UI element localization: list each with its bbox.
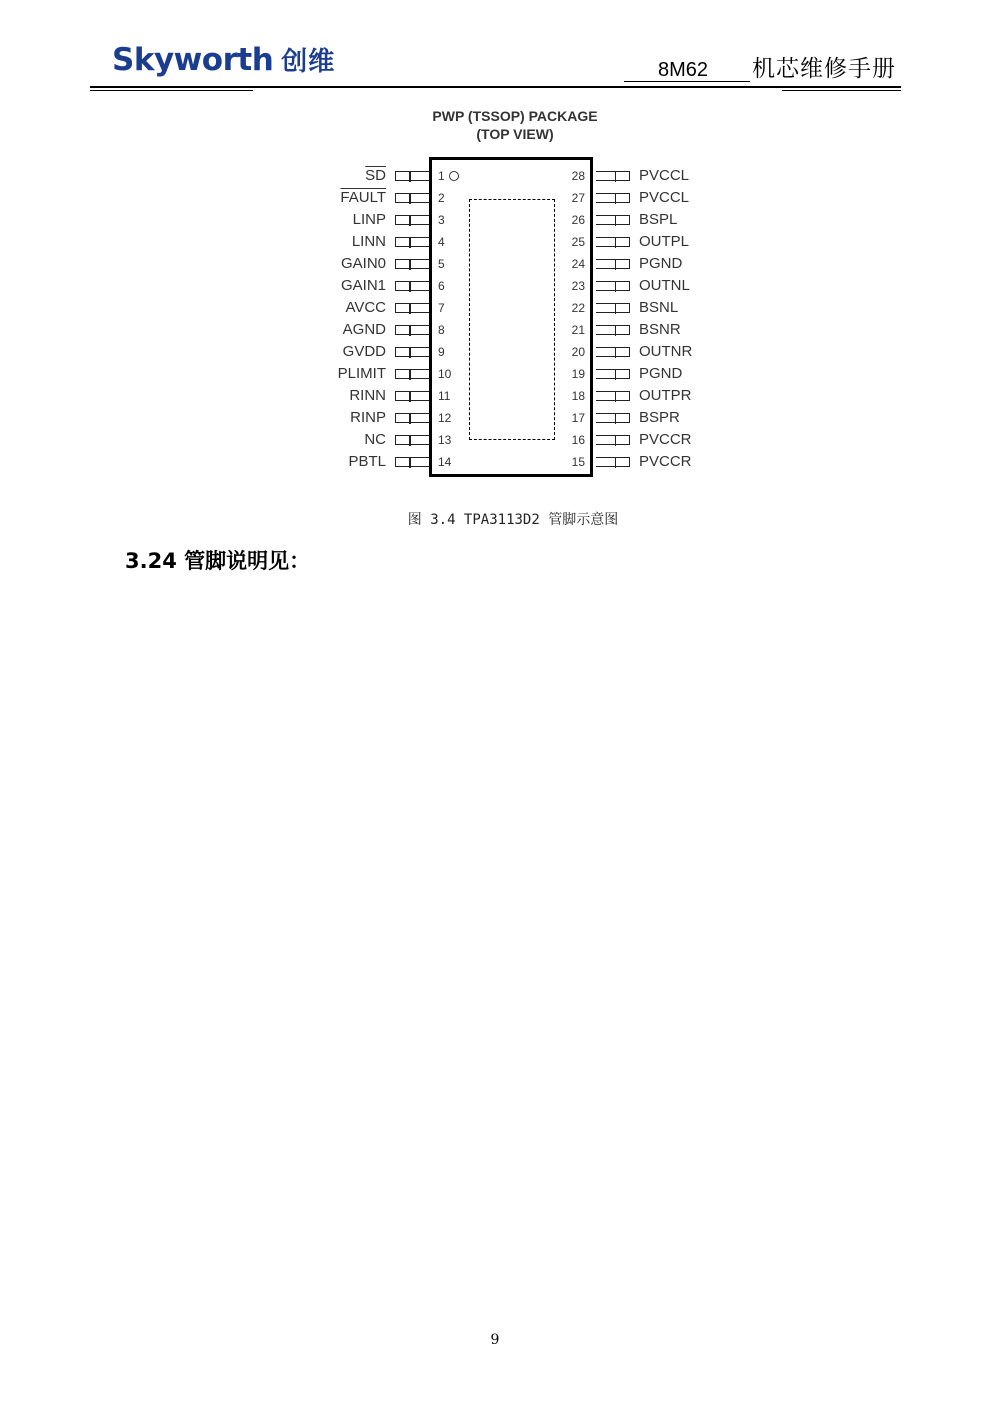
pin-name: OUTNL [639,277,690,294]
pin-name: LINN [351,233,386,250]
pin-lead [395,193,429,203]
pin-number: 27 [571,191,585,205]
header-rule-model [624,81,750,82]
pin-number: 12 [438,411,452,425]
pin-lead [395,325,429,335]
header-rule-left-thin [90,90,253,91]
pin-lead [596,171,630,181]
pin-number: 7 [438,301,445,315]
pin-number: 15 [571,455,585,469]
pin-number: 10 [438,367,452,381]
package-view: (TOP VIEW) [476,126,554,142]
pin1-marker [449,171,459,181]
skyworth-logo [112,40,335,82]
pin-number: 24 [571,257,585,271]
pin-name: PVCCR [639,431,692,448]
pin-lead [596,325,630,335]
pin-name: AGND [342,321,386,338]
pin-number: 11 [438,389,451,403]
pin-number: 17 [571,411,585,425]
logo-cn: 创维 [281,47,336,77]
pin-number: 21 [571,323,585,337]
pin-lead [596,193,630,203]
pin-lead [395,259,429,269]
pin-name: GAIN1 [340,277,386,294]
pin-name: BSPL [639,211,678,228]
pin-lead [596,215,630,225]
pin-number: 14 [438,455,452,469]
pin-number: 1 [438,169,445,183]
section-heading: 3.24 管脚说明见： [125,549,311,573]
pin-number: 28 [571,169,585,183]
pin-number: 16 [571,433,585,447]
pin-lead [596,369,630,379]
thermal-pad-outline [469,199,555,440]
pin-lead [395,413,429,423]
pin-number: 4 [438,235,445,249]
pin-number: 25 [571,235,585,249]
pin-lead [596,303,630,313]
pin-name: FAULT [340,189,386,206]
pin-number: 13 [438,433,452,447]
pin-lead [596,259,630,269]
pin-number: 6 [438,279,445,293]
pin-lead [596,413,630,423]
pin-name: OUTPL [639,233,690,250]
pin-lead [395,369,429,379]
pin-name: PVCCR [639,453,692,470]
pin-lead [395,237,429,247]
pin-name: AVCC [345,299,386,316]
pin-name: GAIN0 [340,255,386,272]
pin-name: PGND [639,255,683,272]
pin-number: 3 [438,213,445,227]
pin-lead [596,347,630,357]
pin-lead [596,435,630,445]
pin-lead [596,281,630,291]
pin-name: PLIMIT [337,365,386,382]
pin-number: 9 [438,345,445,359]
pin-lead [395,215,429,225]
pin-lead [596,457,630,467]
pin-name: PBTL [348,453,386,470]
pin-number: 8 [438,323,445,337]
pin-lead [395,303,429,313]
pin-lead [395,347,429,357]
pin-name: BSNL [639,299,679,316]
pin-lead [395,171,429,181]
pin-number: 19 [571,367,585,381]
pin-name: OUTNR [639,343,693,360]
pin-lead [395,457,429,467]
pin-name: LINP [352,211,386,228]
pin-name: RINN [349,387,386,404]
pin-name: OUTPR [639,387,692,404]
pin-name: PVCCL [639,189,690,206]
pin-number: 20 [571,345,585,359]
pin-lead [596,391,630,401]
pin-number: 2 [438,191,445,205]
manual-title: 机芯维修手册 [752,56,896,82]
pin-lead [596,237,630,247]
pin-name: BSPR [639,409,680,426]
pin-number: 5 [438,257,445,271]
pin-name: GVDD [342,343,386,360]
figure-caption: 图 3.4 TPA3113D2 管脚示意图 [407,512,619,528]
package-title: PWP (TSSOP) PACKAGE [432,108,598,124]
pin-number: 18 [571,389,585,403]
header-rule-main [90,86,901,88]
pin-lead [395,391,429,401]
pin-name: NC [364,431,386,448]
pin-number: 23 [571,279,585,293]
pin-number: 26 [571,213,585,227]
pin-name: PGND [639,365,683,382]
pin-name: PVCCL [639,167,690,184]
header-rule-right-thin [782,90,901,91]
page-number: 9 [490,1332,500,1348]
pin-name: BSNR [639,321,681,338]
pin-lead [395,435,429,445]
model-number: 8M62 [658,59,709,81]
logo-text: Skyworth [112,42,274,78]
pin-name: $\overline{SD}$ [365,167,386,184]
pin-lead [395,281,429,291]
pin-number: 22 [571,301,585,315]
pin-name: RINP [350,409,386,426]
